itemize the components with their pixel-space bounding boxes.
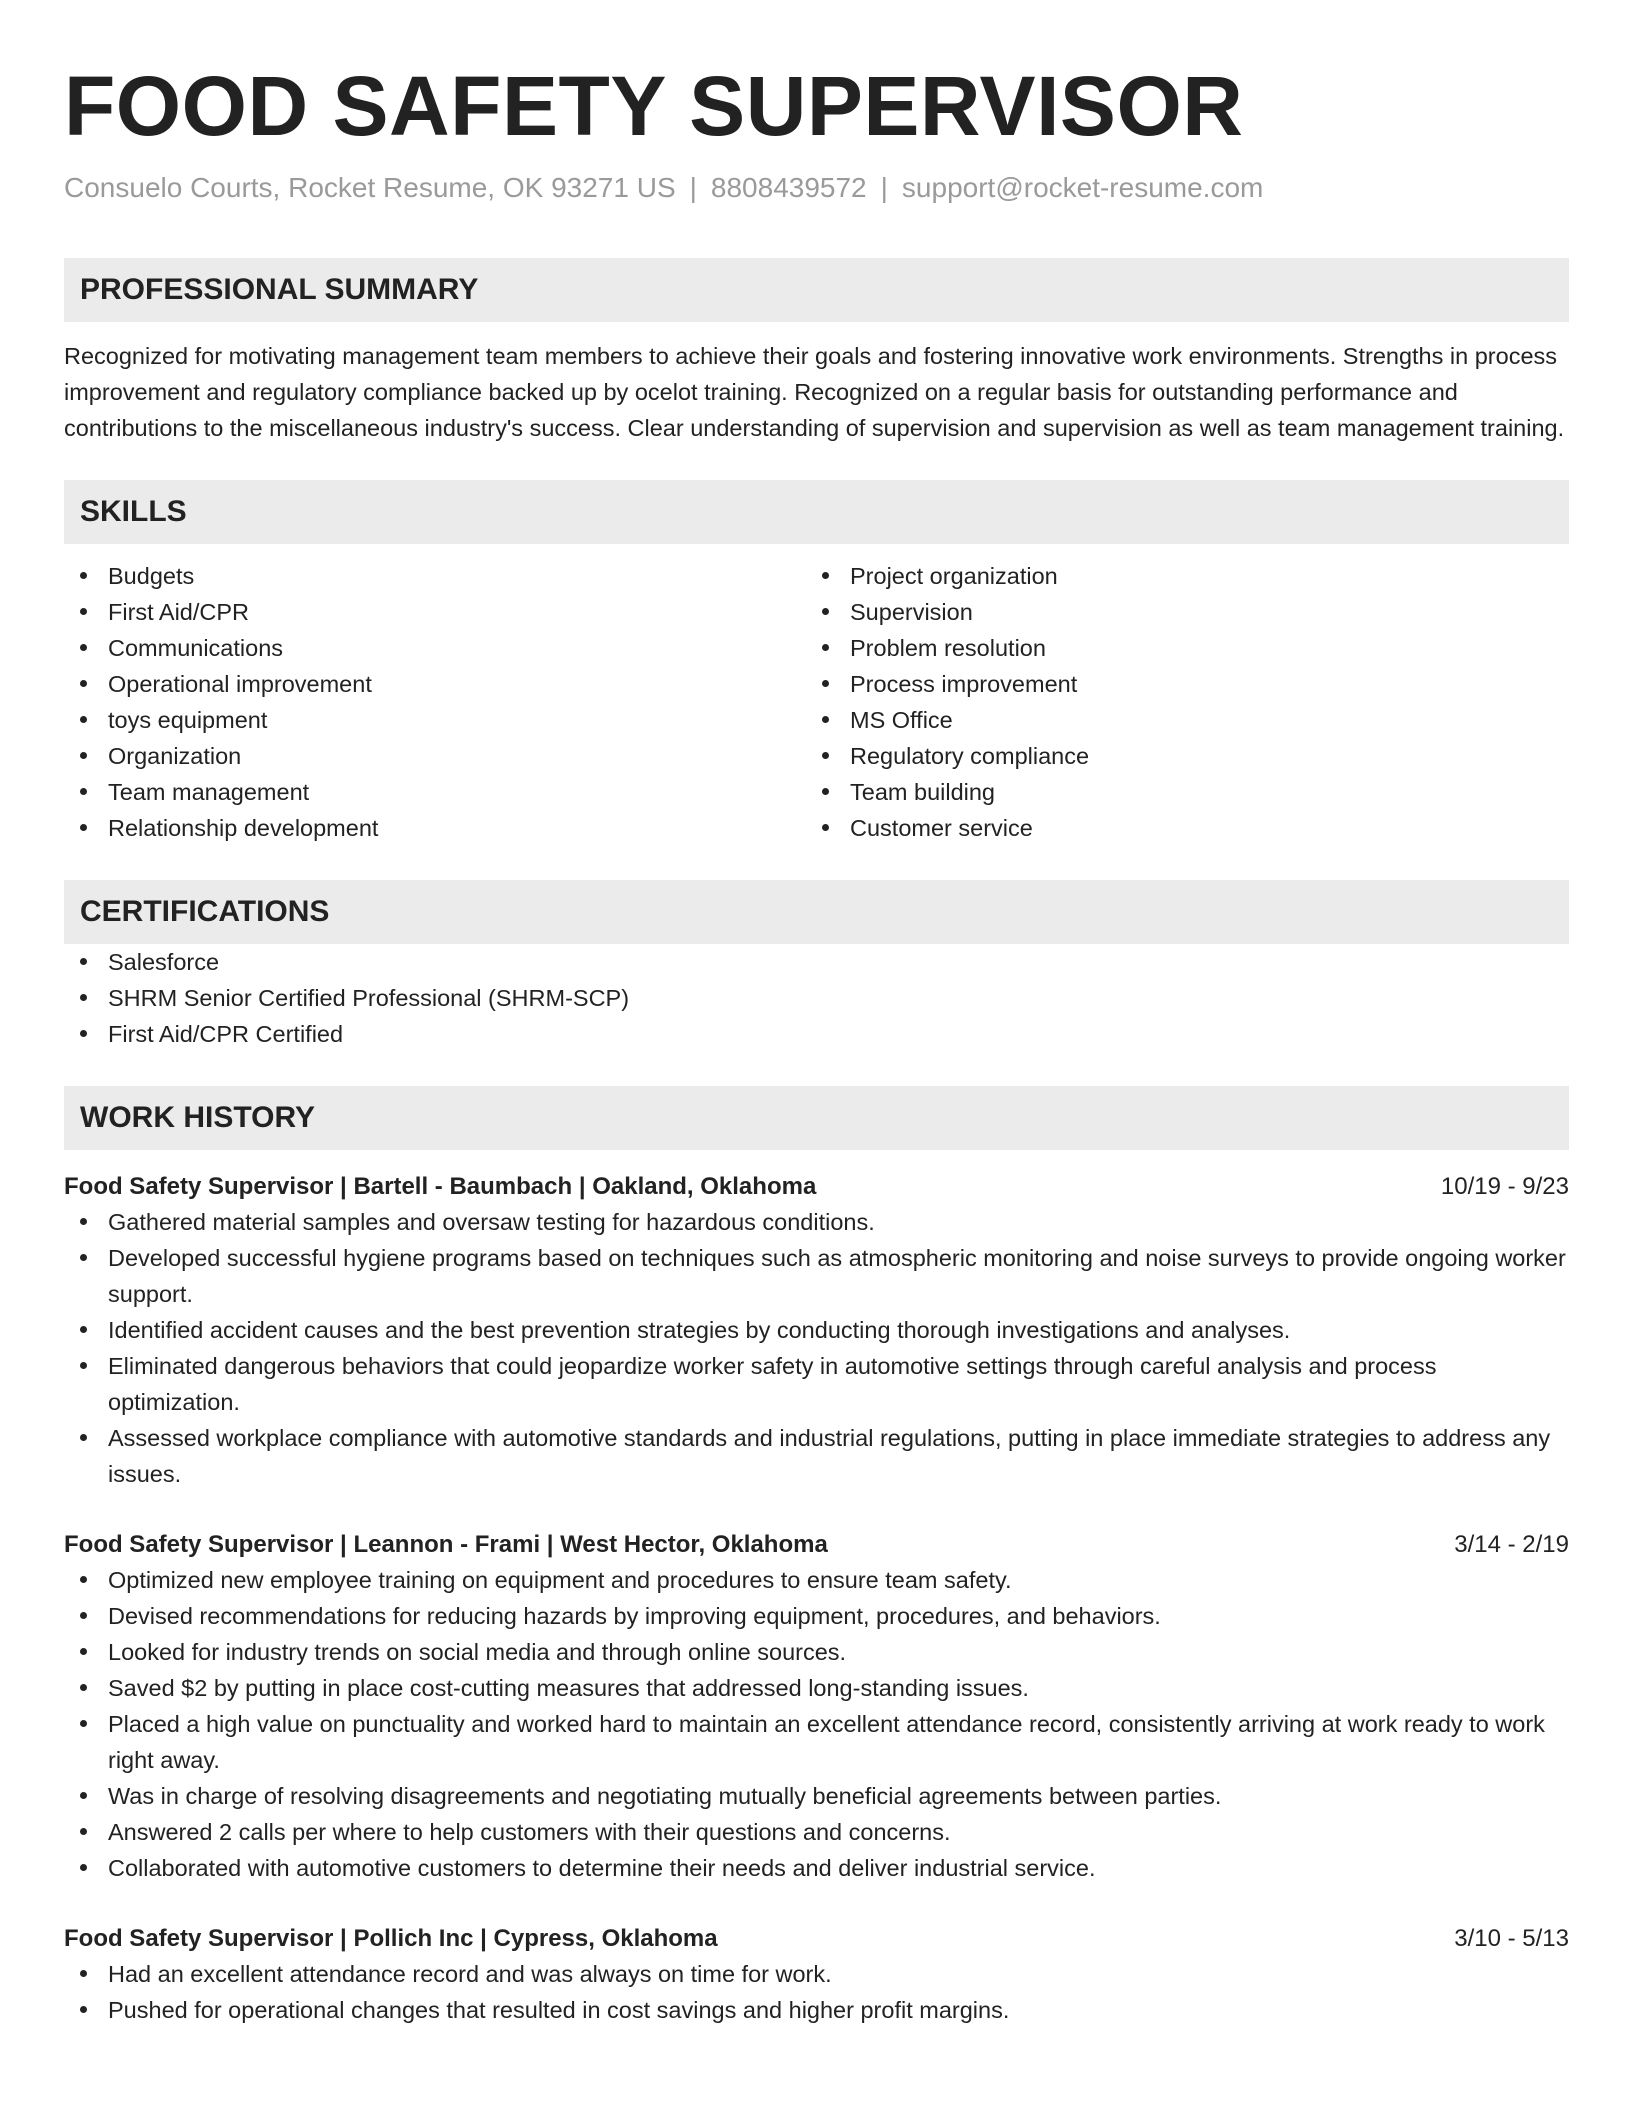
certification-item: First Aid/CPR Certified bbox=[64, 1016, 1569, 1052]
job-header bbox=[64, 1922, 1569, 1956]
job-dates: 3/10 - 5/13 bbox=[1454, 1925, 1569, 1952]
job-bullet: Was in charge of resolving disagreements and negotiating mutually beneficial agreements between parties. bbox=[64, 1778, 1569, 1814]
section-header-work-history: WORK HISTORY bbox=[64, 1086, 1569, 1150]
skill-item: Supervision bbox=[806, 594, 1548, 630]
contact-phone: 8808439572 bbox=[710, 172, 867, 203]
job-title: Food Safety Supervisor | Leannon - Frami | West Hector, Oklahoma bbox=[64, 1531, 828, 1558]
job-bullet: Devised recommendations for reducing hazards by improving equipment, procedures, and behaviors. bbox=[64, 1598, 1569, 1634]
skill-item: Budgets bbox=[64, 558, 806, 594]
contact-address: Consuelo Courts, Rocket Resume, OK 93271 US bbox=[64, 172, 676, 203]
job-bullets bbox=[64, 1956, 1569, 2028]
job-dates: 3/14 - 2/19 bbox=[1454, 1531, 1569, 1558]
job-title: Food Safety Supervisor | Pollich Inc | Cypress, Oklahoma bbox=[64, 1925, 718, 1952]
skill-item: Relationship development bbox=[64, 810, 806, 846]
contact-line bbox=[64, 170, 1569, 206]
skill-item: Operational improvement bbox=[64, 666, 806, 702]
job-bullet: Saved $2 by putting in place cost-cutting measures that addressed long-standing issues. bbox=[64, 1670, 1569, 1706]
job-entry bbox=[64, 1922, 1569, 2028]
job-bullet: Had an excellent attendance record and was always on time for work. bbox=[64, 1956, 1569, 1992]
skill-item: Team building bbox=[806, 774, 1548, 810]
job-bullet: Assessed workplace compliance with automotive standards and industrial regulations, putting in place immediate strategies to address any issues. bbox=[64, 1420, 1569, 1492]
skills-list-right bbox=[806, 558, 1548, 846]
section-header-skills: SKILLS bbox=[64, 480, 1569, 544]
job-bullet: Optimized new employee training on equipment and procedures to ensure team safety. bbox=[64, 1562, 1569, 1598]
job-bullet: Developed successful hygiene programs based on techniques such as atmospheric monitoring and noise surveys to provide ongoing worker support. bbox=[64, 1240, 1569, 1312]
skill-item: Organization bbox=[64, 738, 806, 774]
page-title: FOOD SAFETY SUPERVISOR bbox=[64, 59, 1244, 153]
section-header-summary: PROFESSIONAL SUMMARY bbox=[64, 258, 1569, 322]
job-bullets bbox=[64, 1562, 1569, 1886]
job-bullets bbox=[64, 1204, 1569, 1492]
skill-item: toys equipment bbox=[64, 702, 806, 738]
certifications-list bbox=[64, 944, 1569, 1052]
job-bullet: Eliminated dangerous behaviors that could jeopardize worker safety in automotive settings through careful analysis and process optimization. bbox=[64, 1348, 1569, 1420]
certification-item: Salesforce bbox=[64, 944, 1569, 980]
resume-page bbox=[64, 0, 1569, 2028]
skill-item: Communications bbox=[64, 630, 806, 666]
skills-list-left bbox=[64, 558, 806, 846]
skill-item: Problem resolution bbox=[806, 630, 1548, 666]
skill-item: Process improvement bbox=[806, 666, 1548, 702]
job-bullet: Placed a high value on punctuality and worked hard to maintain an excellent attendance record, consistently arriving at work ready to work right away. bbox=[64, 1706, 1569, 1778]
contact-email: support@rocket-resume.com bbox=[901, 172, 1264, 203]
job-dates: 10/19 - 9/23 bbox=[1440, 1173, 1569, 1200]
skill-item: Team management bbox=[64, 774, 806, 810]
section-header-certifications: CERTIFICATIONS bbox=[64, 880, 1569, 944]
job-header bbox=[64, 1170, 1569, 1204]
job-bullet: Answered 2 calls per where to help customers with their questions and concerns. bbox=[64, 1814, 1569, 1850]
summary-text: Recognized for motivating management team members to achieve their goals and fostering innovative work environments. Strengths in process improvement and regulatory compliance backed up by ocelot training. Recognized on a regular basis for outstanding performance and contributions to the miscellaneous industry's success. Clear understanding of supervision and supervision as well as team management training. bbox=[64, 343, 1565, 441]
job-entry bbox=[64, 1170, 1569, 1492]
job-bullet: Looked for industry trends on social media and through online sources. bbox=[64, 1634, 1569, 1670]
skills-grid bbox=[64, 558, 1569, 846]
job-entry bbox=[64, 1528, 1569, 1886]
skill-item: First Aid/CPR bbox=[64, 594, 806, 630]
skill-item: Customer service bbox=[806, 810, 1548, 846]
job-title: Food Safety Supervisor | Bartell - Baumbach | Oakland, Oklahoma bbox=[64, 1173, 817, 1200]
job-bullet: Pushed for operational changes that resulted in cost savings and higher profit margins. bbox=[64, 1992, 1569, 2028]
job-bullet: Gathered material samples and oversaw testing for hazardous conditions. bbox=[64, 1204, 1569, 1240]
skill-item: MS Office bbox=[806, 702, 1548, 738]
skill-item: Regulatory compliance bbox=[806, 738, 1548, 774]
job-bullet: Identified accident causes and the best prevention strategies by conducting thorough investigations and analyses. bbox=[64, 1312, 1569, 1348]
job-bullet: Collaborated with automotive customers to determine their needs and deliver industrial service. bbox=[64, 1850, 1569, 1886]
contact-separator: | bbox=[689, 172, 697, 203]
certification-item: SHRM Senior Certified Professional (SHRM-SCP) bbox=[64, 980, 1569, 1016]
skill-item: Project organization bbox=[806, 558, 1548, 594]
job-header bbox=[64, 1528, 1569, 1562]
contact-separator: | bbox=[880, 172, 888, 203]
